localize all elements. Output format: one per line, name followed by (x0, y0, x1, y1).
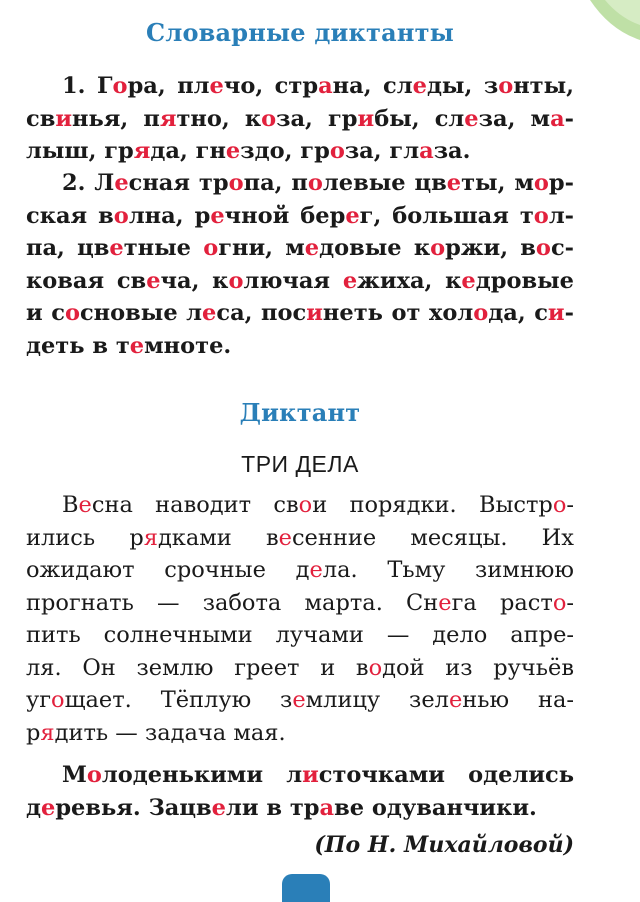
text-line (26, 265, 574, 298)
text-segment: нью на- (462, 687, 575, 713)
text-segment: щает. Тёплую з (64, 687, 293, 713)
highlighted-vowel: а (419, 138, 434, 164)
text-segment: бы, сл (374, 105, 465, 132)
highlighted-vowel: е (78, 492, 92, 518)
text-line (26, 70, 574, 103)
highlighted-vowel: е (210, 202, 225, 229)
text-segment: - (564, 105, 574, 132)
text-segment: дровые (475, 267, 574, 294)
text-segment: левые цв (322, 170, 447, 196)
highlighted-vowel: о (298, 492, 313, 518)
text-segment: сновые л (79, 300, 203, 326)
text-segment: р (26, 719, 41, 746)
text-segment: р- (548, 170, 574, 196)
text-segment: ская в (26, 202, 114, 229)
text-segment: лоденькими л (101, 762, 303, 788)
text-segment: ла. Тьму зимнюю (322, 557, 574, 583)
text-segment: ли в тр (225, 794, 320, 821)
vocabulary-paragraph-1 (26, 70, 574, 168)
text-segment: здо, гр (240, 138, 330, 164)
highlighted-vowel: о (533, 170, 549, 196)
text-segment: г, большая т (359, 202, 534, 229)
text-segment: неть от хол (322, 300, 474, 326)
text-segment: нты, (513, 73, 575, 99)
text-segment: и порядки. Выстр (312, 492, 553, 518)
text-segment: деть в т (26, 332, 130, 359)
highlighted-vowel: е (438, 589, 452, 616)
highlighted-vowel: а (319, 794, 335, 821)
highlighted-vowel: о (498, 73, 514, 99)
text-line (26, 200, 574, 233)
text-segment: ча, к (160, 267, 229, 294)
highlighted-vowel: е (464, 105, 479, 132)
text-line (26, 759, 574, 792)
text-line (26, 167, 574, 200)
highlighted-vowel: е (448, 687, 463, 713)
text-segment: ожидают срочные д (26, 557, 310, 583)
highlighted-vowel: о (307, 170, 323, 196)
highlighted-vowel: е (309, 557, 323, 583)
text-segment: да, с (488, 300, 548, 326)
highlighted-vowel: е (109, 235, 124, 261)
text-segment: сточками оделись (318, 762, 574, 788)
highlighted-vowel: о (51, 687, 65, 713)
story-title: ТРИ ДЕЛА (241, 451, 359, 477)
highlighted-vowel: и (302, 762, 319, 788)
text-segment: Г (97, 73, 113, 99)
text-line (26, 792, 574, 825)
highlighted-vowel: е (225, 138, 241, 164)
text-line (26, 103, 574, 136)
text-segment: чо, стр (223, 73, 319, 99)
text-segment: чной бер (224, 202, 346, 229)
highlighted-vowel: о (112, 73, 128, 99)
highlighted-vowel: е (461, 267, 476, 294)
text-segment: ржи, в (445, 235, 536, 261)
text-segment: сна наводит св (91, 492, 299, 518)
text-line (26, 232, 574, 265)
text-segment: д (26, 794, 41, 821)
text-segment: - (566, 492, 574, 518)
highlighted-vowel: я (40, 719, 55, 746)
text-line (26, 717, 574, 750)
text-segment: прогнать — забота марта. Сн (26, 589, 439, 616)
text-line (26, 554, 574, 587)
text-segment: сная тр (128, 170, 229, 196)
highlighted-vowel: а (550, 105, 565, 132)
text-segment: за, гл (344, 138, 420, 164)
dictation-paragraph-2 (26, 759, 574, 824)
highlighted-vowel: о (552, 492, 567, 518)
text-segment: довые к (319, 235, 431, 261)
highlighted-vowel: я (143, 524, 158, 551)
text-segment: уг (26, 687, 52, 713)
text-line (26, 522, 574, 555)
highlighted-vowel: о (64, 300, 80, 326)
text-segment: ра, пл (127, 73, 210, 99)
text-segment: л- (548, 202, 575, 229)
vocabulary-paragraph-2 (26, 167, 574, 362)
text-segment: тные (123, 235, 204, 261)
text-segment: - (566, 589, 574, 616)
highlighted-vowel: о (86, 762, 102, 788)
highlighted-vowel: о (329, 138, 345, 164)
text-segment: дками в (157, 524, 279, 551)
highlighted-vowel: е (345, 202, 360, 229)
text-segment: да, гн (150, 138, 226, 164)
highlighted-vowel: а (318, 73, 333, 99)
highlighted-vowel: е (202, 300, 217, 326)
text-segment: ля. Он землю греет и в (26, 654, 369, 681)
text-segment: В (62, 492, 79, 518)
highlighted-vowel: о (535, 235, 551, 261)
text-segment: ды, з (426, 73, 499, 99)
highlighted-vowel: е (304, 235, 320, 261)
highlighted-vowel: е (292, 687, 306, 713)
highlighted-vowel: е (412, 73, 427, 99)
text-segment: тно, к (176, 105, 262, 132)
highlighted-vowel: о (473, 300, 489, 326)
page-number-badge (282, 874, 330, 902)
text-segment: с- (550, 235, 574, 261)
section-title-dictation: Диктант (239, 398, 361, 427)
text-segment: нья, п (72, 105, 160, 132)
highlighted-vowel: о (261, 105, 277, 132)
highlighted-vowel: е (209, 73, 224, 99)
text-line (26, 330, 574, 363)
text-segment: - (564, 300, 574, 326)
highlighted-vowel: е (342, 267, 358, 294)
text-segment: лючая (243, 267, 343, 294)
paragraph-number: 1. (62, 73, 97, 99)
text-segment: ились р (26, 524, 144, 551)
text-segment: дить — задача мая. (54, 719, 286, 746)
highlighted-vowel: я (159, 105, 177, 132)
highlighted-vowel: о (533, 202, 549, 229)
highlighted-vowel: о (203, 235, 219, 261)
paragraph-number: 2. (62, 170, 95, 196)
highlighted-vowel: е (129, 332, 145, 359)
text-segment: па, п (243, 170, 308, 196)
highlighted-vowel: и (547, 300, 565, 326)
text-line (26, 587, 574, 620)
text-line (26, 297, 574, 330)
dictation-paragraph-1 (26, 489, 574, 749)
highlighted-vowel: о (113, 202, 129, 229)
text-line (26, 135, 574, 168)
text-segment: пить солнечными лучами — дело апре- (26, 622, 574, 648)
text-segment: гни, м (218, 235, 305, 261)
highlighted-vowel: о (430, 235, 446, 261)
highlighted-vowel: е (446, 170, 462, 196)
text-segment: за, гр (276, 105, 358, 132)
text-segment: ковая св (26, 267, 147, 294)
text-segment: М (62, 762, 87, 788)
highlighted-vowel: е (41, 794, 56, 821)
text-segment: лна, р (128, 202, 211, 229)
text-segment: па, цв (26, 235, 110, 261)
text-line (26, 684, 574, 717)
author-attribution: (По Н. Михайловой) (314, 832, 574, 858)
text-segment: ревья. Зацв (55, 794, 212, 821)
text-segment: мноте. (144, 332, 232, 359)
text-line (26, 652, 574, 685)
text-segment: ве одуванчики. (334, 794, 537, 821)
text-line (26, 619, 574, 652)
highlighted-vowel: о (228, 267, 244, 294)
text-segment: за, м (478, 105, 551, 132)
highlighted-vowel: я (133, 138, 151, 164)
text-line (26, 489, 574, 522)
highlighted-vowel: е (114, 170, 129, 196)
text-segment: млицу зел (305, 687, 449, 713)
section-title-vocabulary: Словарные диктанты (146, 18, 454, 47)
text-segment: са, пос (216, 300, 307, 326)
text-segment: сенние месяцы. Их (291, 524, 574, 551)
highlighted-vowel: и (55, 105, 73, 132)
text-segment: на, сл (332, 73, 413, 99)
highlighted-vowel: и (357, 105, 375, 132)
text-segment: за. (433, 138, 471, 164)
highlighted-vowel: е (278, 524, 292, 551)
text-segment: ты, м (461, 170, 534, 196)
highlighted-vowel: е (146, 267, 161, 294)
highlighted-vowel: и (306, 300, 323, 326)
text-segment: дой из ручьёв (382, 654, 574, 681)
text-segment: жиха, к (357, 267, 462, 294)
highlighted-vowel: е (211, 794, 226, 821)
text-segment: га раст (451, 589, 553, 616)
text-segment: и с (26, 300, 65, 326)
highlighted-vowel: о (552, 589, 567, 616)
text-segment: св (26, 105, 56, 132)
text-segment: Л (94, 170, 115, 196)
highlighted-vowel: о (368, 654, 383, 681)
text-segment: лыш, гр (26, 138, 134, 164)
highlighted-vowel: о (228, 170, 244, 196)
